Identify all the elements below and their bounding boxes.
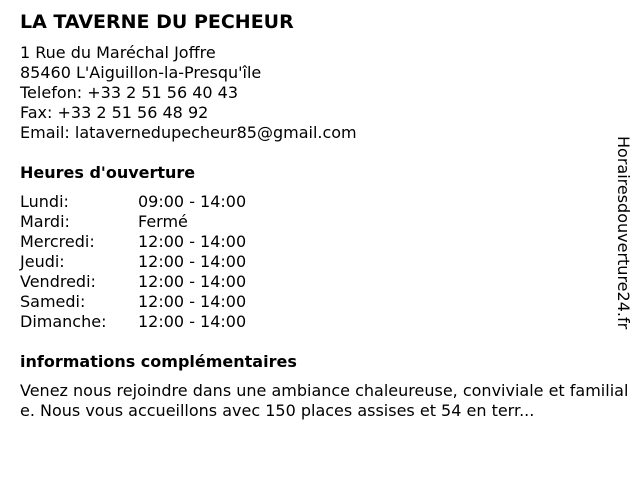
hours-time: 12:00 - 14:00 — [138, 292, 247, 311]
hours-day: Dimanche: — [20, 312, 107, 331]
additional-info-text: Venez nous rejoindre dans une ambiance chaleureuse, conviviale et familiale. Nous vous accueillons avec 150 places assises et 54 en terr... — [20, 381, 629, 420]
hours-row-wednesday — [20, 232, 615, 252]
hours-day: Jeudi: — [20, 252, 65, 271]
hours-time: 12:00 - 14:00 — [138, 232, 247, 251]
hours-row-saturday — [20, 292, 615, 312]
restaurant-name: LA TAVERNE DU PECHEUR — [20, 11, 294, 33]
hours-day: Mardi: — [20, 212, 70, 231]
hours-day: Lundi: — [20, 192, 69, 211]
hours-time: Fermé — [138, 212, 188, 231]
hours-row-tuesday — [20, 212, 615, 232]
additional-info-heading: informations complémentaires — [20, 352, 297, 371]
opening-hours-table — [20, 192, 615, 332]
hours-row-friday — [20, 272, 615, 292]
address-city: 85460 L'Aiguillon-la-Presqu'île — [20, 63, 262, 82]
fax-number: Fax: +33 2 51 56 48 92 — [20, 103, 209, 122]
opening-hours-heading: Heures d'ouverture — [20, 163, 196, 182]
hours-time: 12:00 - 14:00 — [138, 252, 247, 271]
hours-row-thursday — [20, 252, 615, 272]
hours-time: 12:00 - 14:00 — [138, 312, 247, 331]
phone-number: Telefon: +33 2 51 56 40 43 — [20, 83, 239, 102]
hours-row-sunday — [20, 312, 615, 332]
hours-day: Vendredi: — [20, 272, 96, 291]
hours-day: Mercredi: — [20, 232, 95, 251]
watermark — [612, 136, 634, 348]
hours-row-monday — [20, 192, 615, 212]
address-street: 1 Rue du Maréchal Joffre — [20, 43, 216, 62]
watermark-text: Horairesdouverture24.fr — [614, 136, 633, 330]
contact-block — [20, 43, 615, 143]
email-address: Email: latavernedupecheur85@gmail.com — [20, 123, 357, 142]
hours-day: Samedi: — [20, 292, 86, 311]
hours-time: 12:00 - 14:00 — [138, 272, 247, 291]
hours-time: 09:00 - 14:00 — [138, 192, 247, 211]
